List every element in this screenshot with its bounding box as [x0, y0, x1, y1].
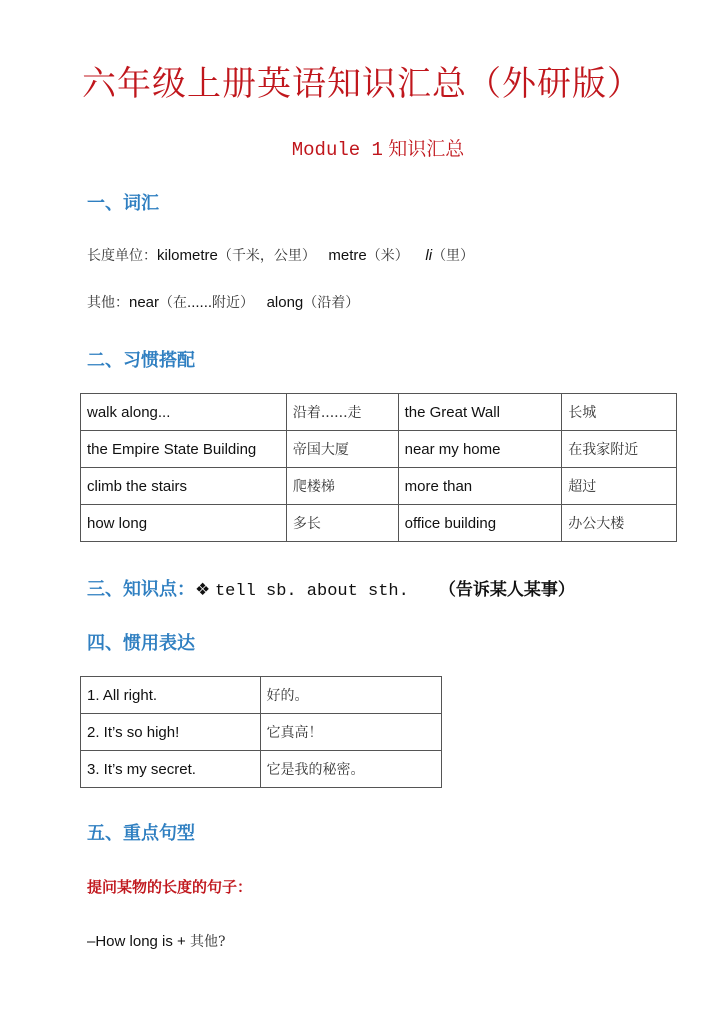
table-row: [81, 394, 677, 431]
table-cell: 爬楼梯: [286, 468, 398, 505]
table-row: [81, 431, 677, 468]
section-collocations-heading: 二、习惯搭配: [87, 350, 195, 371]
section-vocabulary-heading: 一、词汇: [87, 193, 159, 214]
key-sentence-line: [87, 931, 226, 951]
vocab-other-line: [87, 292, 359, 312]
collocations-table: [80, 393, 677, 542]
table-cell: 它真高！: [260, 714, 441, 751]
vocab-word: near: [129, 294, 160, 311]
key-sentence-subheading: 提问某物的长度的句子：: [87, 878, 253, 896]
table-cell: 在我家附近: [562, 431, 677, 468]
table-cell: 长城: [562, 394, 677, 431]
diamond-bullet-icon: ❖: [195, 580, 211, 599]
vocab-length-units-line: [87, 245, 474, 265]
vocab-label: 长度单位：: [87, 248, 157, 264]
table-cell: 帝国大厦: [286, 431, 398, 468]
table-row: [81, 677, 442, 714]
table-cell: 3. It’s my secret.: [81, 751, 261, 788]
vocab-word: kilometre: [157, 247, 218, 264]
section-knowledge-heading: 三、知识点：: [87, 579, 195, 600]
section-knowledge-point: [87, 575, 575, 601]
vocab-label: 其他：: [87, 295, 129, 311]
sentence-cn: 其他?: [189, 934, 226, 950]
table-cell: 它是我的秘密。: [260, 751, 441, 788]
section-key-sentences-heading: 五、重点句型: [87, 823, 195, 844]
vocab-meaning: 附近）: [212, 295, 255, 311]
table-cell: near my home: [398, 431, 562, 468]
table-cell: 办公大楼: [562, 505, 677, 542]
section-expressions-heading: 四、惯用表达: [87, 633, 195, 654]
document-title: 六年级上册英语知识汇总（外研版）: [82, 64, 642, 104]
table-cell: office building: [398, 505, 562, 542]
module-subtitle: [0, 134, 724, 161]
table-row: [81, 714, 442, 751]
vocab-word: li: [425, 247, 433, 264]
knowledge-phrase: tell sb. about sth.: [214, 582, 409, 601]
table-cell: walk along...: [81, 394, 287, 431]
vocab-word: along: [266, 294, 304, 311]
vocab-meaning: （米）: [366, 248, 409, 264]
table-cell: more than: [398, 468, 562, 505]
vocab-word: metre: [328, 247, 367, 264]
table-cell: 2. It’s so high!: [81, 714, 261, 751]
knowledge-meaning: （告诉某人某事）: [438, 580, 575, 600]
table-cell: 1. All right.: [81, 677, 261, 714]
module-summary-label: 知识汇总: [388, 138, 465, 160]
table-cell: 沿着......走: [286, 394, 398, 431]
table-row: [81, 468, 677, 505]
table-cell: climb the stairs: [81, 468, 287, 505]
module-label: Module 1: [291, 139, 383, 161]
table-cell: 多长: [286, 505, 398, 542]
table-cell: 好的。: [260, 677, 441, 714]
table-cell: how long: [81, 505, 287, 542]
table-cell: 超过: [562, 468, 677, 505]
vocab-meaning-ellipsis: ......: [187, 294, 213, 311]
vocab-meaning: （里）: [432, 248, 475, 264]
table-cell: the Empire State Building: [81, 431, 287, 468]
table-row: [81, 751, 442, 788]
vocab-meaning: （在: [159, 295, 188, 311]
vocab-meaning: （千米，公里）: [217, 248, 316, 264]
table-cell: the Great Wall: [398, 394, 562, 431]
sentence-en: –How long is +: [87, 933, 186, 950]
expressions-table: [80, 676, 442, 788]
table-row: [81, 505, 677, 542]
vocab-meaning: （沿着）: [303, 295, 360, 311]
